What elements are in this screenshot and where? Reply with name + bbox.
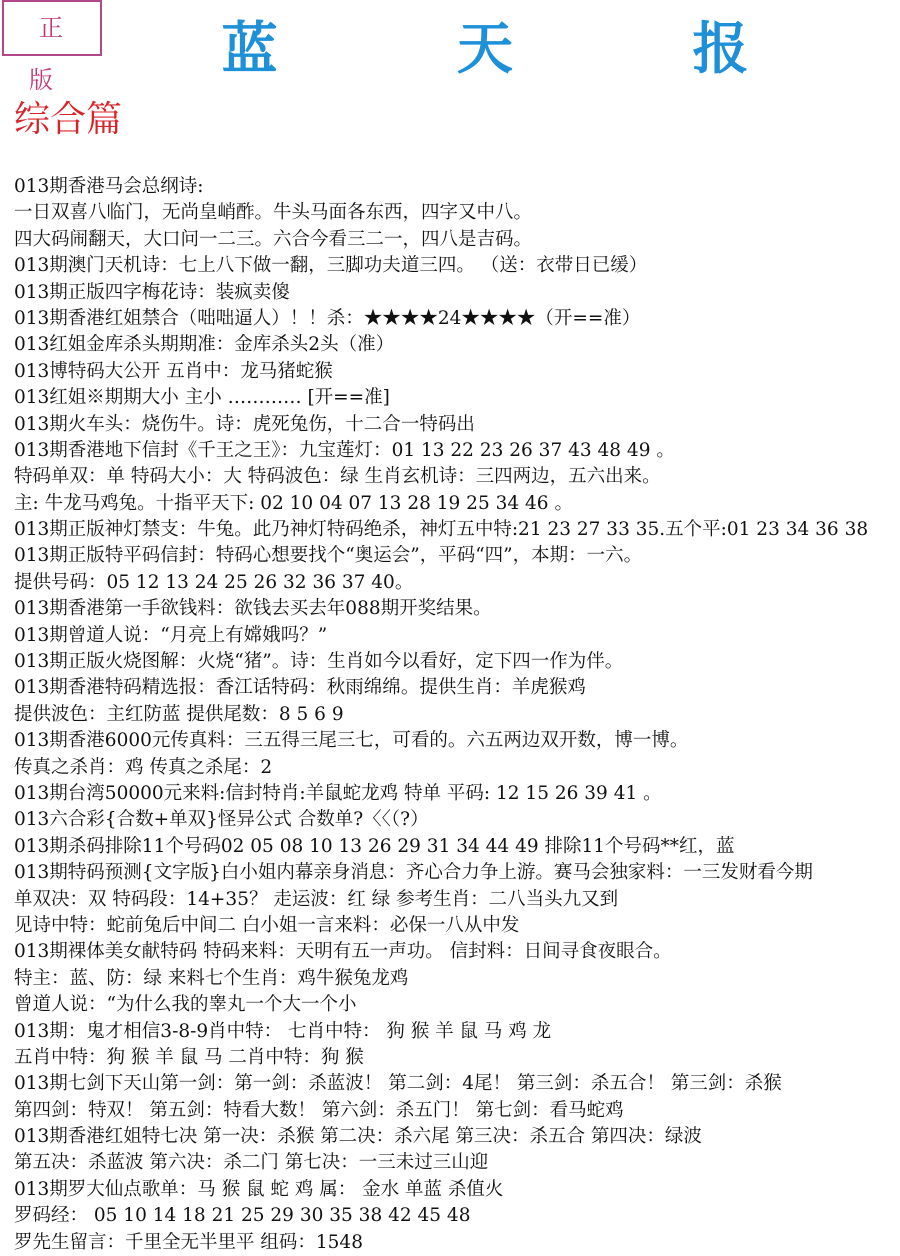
newspaper-title: 蓝 天 报 bbox=[221, 16, 829, 82]
text-line: 提供号码：05 12 13 24 25 26 32 36 37 40。 bbox=[14, 571, 414, 593]
text-line: 013期香港6000元传真料：三五得三尾三七，可看的。六五两边双开数，博一博。 bbox=[14, 730, 689, 752]
text-line: 013期香港红姐禁合（咄咄逼人）！！杀：★★★★24★★★★（开==准） bbox=[14, 307, 641, 329]
text-line: 提供波色：主红防蓝 提供尾数：8 5 6 9 bbox=[14, 703, 344, 725]
text-line: 013期七剑下天山第一剑：第一剑：杀蓝波！ 第二剑：4尾！ 第三剑：杀五合！ 第三剑：杀猴 bbox=[14, 1073, 782, 1095]
text-line: 第四剑：特双！ 第五剑：特看大数！ 第六剑：杀五门！ 第七剑：看马蛇鸡 bbox=[14, 1099, 624, 1121]
text-line: 013期裸体美女献特码 特码来料：天明有五一声功。 信封料：日间寻食夜眼合。 bbox=[14, 941, 672, 963]
section-heading: 综合篇 bbox=[14, 99, 123, 140]
text-line: 罗先生留言：千里全无半里平 组码：1548 bbox=[14, 1231, 363, 1253]
text-line: 013期：鬼才相信3-8-9肖中特： 七肖中特： 狗 猴 羊 鼠 马 鸡 龙 bbox=[14, 1020, 552, 1042]
text-line: 013期澳门天机诗：七上八下做一翻，三脚功夫道三四。 （送：衣带日已缓） bbox=[14, 255, 648, 277]
text-line: 013期香港第一手欲钱料：欲钱去买去年088期开奖结果。 bbox=[14, 598, 492, 620]
text-line: 013期香港马会总纲诗: bbox=[14, 176, 204, 197]
text-line: 013期杀码排除11个号码02 05 08 10 13 26 29 31 34 44 49 排除11个号码**红，蓝 bbox=[14, 835, 735, 857]
text-line: 传真之杀肖：鸡 传真之杀尾：2 bbox=[14, 756, 273, 778]
article-body bbox=[14, 174, 898, 1256]
text-line: 013期香港特码精选报：香江话特码：秋雨绵绵。提供生肖：羊虎猴鸡 bbox=[14, 677, 586, 699]
text-line: 第五决：杀蓝波 第六决：杀二门 第七决：一三未过三山迎 bbox=[14, 1152, 489, 1174]
text-line: 013期火车头：烧伤牛。诗：虎死兔伤，十二合一特码出 bbox=[14, 413, 475, 435]
text-line: 013期台湾50000元来料:信封特肖:羊鼠蛇龙鸡 特单 平码: 12 15 26 39 41 。 bbox=[14, 782, 662, 804]
text-line: 013期香港地下信封《千王之王》：九宝莲灯：01 13 22 23 26 37 43 48 49 。 bbox=[14, 439, 675, 461]
text-line: 罗码经： 05 10 14 18 21 25 29 30 35 38 42 45 48 bbox=[14, 1205, 471, 1227]
edition-badge: 正 版 bbox=[2, 0, 102, 56]
text-line: 013期特码预测{文字版}白小姐内幕亲身消息：齐心合力争上游。赛马会独家料：一三发财看今期 bbox=[14, 862, 813, 884]
text-line: 五肖中特：狗 猴 羊 鼠 马 二肖中特：狗 猴 bbox=[14, 1046, 364, 1068]
text-line: 一日双喜八临门，无尚皇峭酢。牛头马面各东西，四字又中八。 bbox=[14, 202, 533, 224]
text-line: 特码单双：单 特码大小：大 特码波色：绿 生肖玄机诗：三四两边，五六出来。 bbox=[14, 466, 661, 488]
text-line: 013博特码大公开 五肖中：龙马猪蛇猴 bbox=[14, 360, 333, 382]
text-line: 主: 牛龙马鸡兔。十指平天下: 02 10 04 07 13 28 19 25 34 46 。 bbox=[14, 492, 573, 514]
text-line: 013期香港红姐特七决 第一决：杀猴 第二决：杀六尾 第三决：杀五合 第四决：绿波 bbox=[14, 1126, 702, 1148]
text-line: 曾道人说：“为什么我的睾丸一个大一个小 bbox=[14, 994, 357, 1016]
text-line: 013红姐金库杀头期期准：金库杀头2头（准） bbox=[14, 334, 395, 356]
text-line: 见诗中特：蛇前兔后中间二 白小姐一言来料：必保一八从中发 bbox=[14, 914, 520, 936]
text-line: 单双决：双 特码段：14+35？ 走运波：红 绿 参考生肖：二八当头九又到 bbox=[14, 888, 619, 910]
text-line: 013期正版四字梅花诗：装疯卖傻 bbox=[14, 281, 290, 303]
text-line: 013期曾道人说：“月亮上有嫦娥吗？” bbox=[14, 624, 328, 646]
text-line: 013六合彩{合数+单双}怪异公式 合数单?〈〈（?） bbox=[14, 809, 429, 831]
text-line: 013期正版特平码信封：特码心想要找个“奥运会”，平码“四”，本期：一六。 bbox=[14, 545, 643, 567]
text-line: 特主：蓝、防：绿 来料七个生肖：鸡牛猴兔龙鸡 bbox=[14, 967, 409, 989]
text-line: 四大码闹翻天，大口问一二三。六合今看三二一，四八是吉码。 bbox=[14, 228, 533, 250]
text-line: 013红姐※期期大小 主小 ………… [开==准] bbox=[14, 387, 390, 409]
text-line: 013期罗大仙点歌单：马 猴 鼠 蛇 鸡 属： 金水 单蓝 杀值火 bbox=[14, 1178, 504, 1200]
text-line: 013期正版火烧图解：火烧“猪”。诗：生肖如今以看好，定下四一作为伴。 bbox=[14, 651, 624, 673]
text-line: 013期正版神灯禁支：牛兔。此乃神灯特码绝杀，神灯五中特:21 23 27 33 35.五个平:01 23 34 36 38 bbox=[14, 519, 869, 541]
